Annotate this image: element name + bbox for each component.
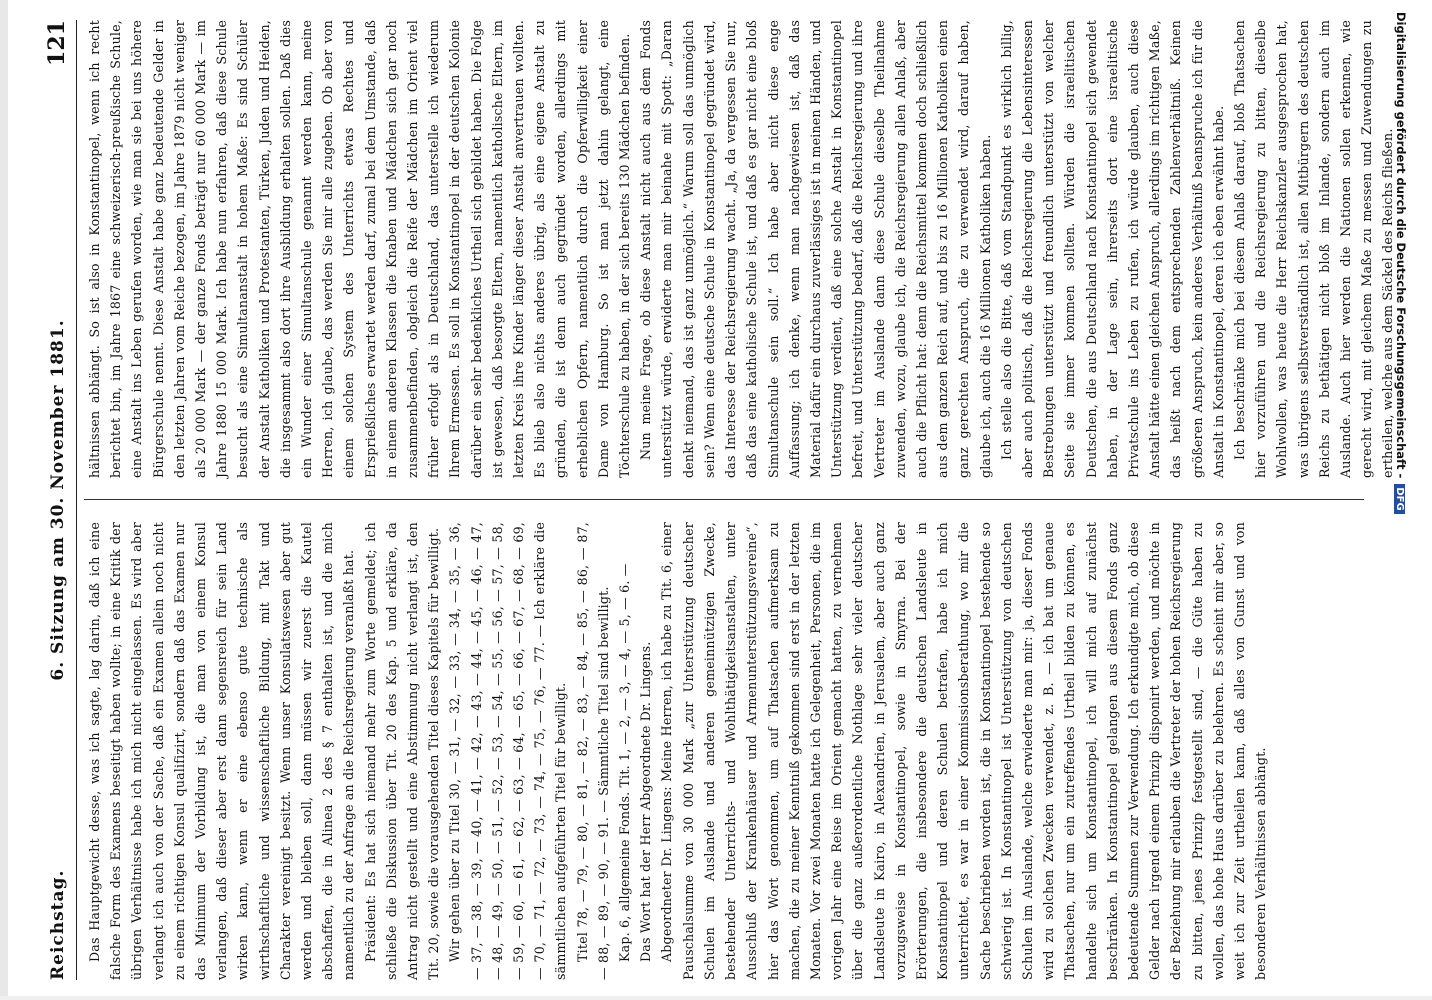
header-session-date: 6. Sitzung am 30. November 1881. [48,319,68,681]
paragraph: Ich stelle also die Bitte, daß vom Standpunkt es wirklich billig, aber auch politisch, daß die Reichsregierung die Lebensinteressen Bestrebungen unterstützt und freundlich unterstützt von welcher Seite sie immer kommen sollten. Würden die israelitischen Deutschen, die aus Deutschland nach Konstantinopel sich gewendet haben, in der Lage sein, ihrerseits dort eine israelitische Privatschule ins Leben zu rufen, ich würde glauben, auch diese Anstalt hätte einen gleichen Anspruch, allerdings im richtigen Maße, das heißt nach dem entsprechenden Zahlenverhältniß. Keinen größeren Anspruch, kein anderes Verhältniß beanspruche ich für die Anstalt in Konstantinopel, deren ich eben erwähnt habe. [998,20,1226,478]
paragraph: Kap. 6, allgemeine Fonds. Tit. 1, — 2, — 3, — 4, — 5, — 6. — [617,563,633,962]
paragraph: Ich beschränke mich bei diesem Anlaß darauf, bloß Thatsachen hier vorzuführen und die Reichsregierung zu bitten, dieselbe Wohlwollen, was heute die Herr Reichskanzler ausgesprochen hat, was übrigens selbstverständlich ist, allen Mitbürgern des deutschen Reichs zu bethätigen nicht bloß im Inlande, sondern auch im Auslande. Auch hier werden die Nationen sollen erkennen, wie gerecht wird, mit gleichem Maße zu messen und Zuwendungen zu ertheilen, welche aus dem Säckel des Reichs fließen. [1231,20,1396,478]
paragraph: Titel 78, — 79, — 80, — 81, — 82, — 83, — 84, — 85, — 86, — 87, — 88, — 89, — 90, — 91. — Sämmtliche Titel sind bewilligt. [574,522,611,980]
scan-edge [0,0,8,1000]
digitization-credit [1388,12,1408,992]
page-header [40,20,77,980]
scan-bottom-edge [0,996,1432,1000]
paragraph: hältnissen abhängt. So ist also in Konstantinopel, wenn ich recht berichtet bin, im Jahre 1867 eine schweizerisch-preußische Schule, eine Anstalt ins Leben gerufen worden, wie man sie bei uns höhere Bürgerschule nennt. Diese Anstalt habe ganz bedeutende Gelder in den letzten Jahren vom Reiche bezogen, im Jahre 1879 nicht weniger als 20 000 Mark — der ganze Fonds beträgt nur 60 000 Mark — im Jahre 1880 15 000 Mark. Ich habe nun erfahren, daß diese Schule besucht als eine Simultananstalt in hohem Maße: Es sind Schüler der Anstalt Katholiken und Protestanten, Türken, Juden und Heiden, die insgesammt also dort ihre Ausbildung erhalten sollen. Daß dies ein Wunder einer Simultanschule genannt werden kann, meine Herren, ich glaube, das werden Sie mir alle zugeben. Ob aber von einem solchen System des Unterrichts etwas Rechtes und Ersprießliches erwartet werden darf, zumal bei dem Umstande, daß in einem anderen Klassen die Knaben und Mädchen sich gar noch zusammenbefinden, obgleich die Reife der Mädchen im Orient viel früher erfolgt als in Deutschland, das unterstelle ich wiederum Ihrem Ermessen. Es soll in Konstantinopel in der deutschen Kolonie darüber ein sehr bedenkliches Urtheil sich gebildet haben. Die Folge ist gewesen, daß besorgte Eltern, namentlich katholische Eltern, im letzten Kreis ihre Kinder länger dieser Anstalt anvertrauen wollten. Es blieb also nichts anderes übrig, als eine eigene Anstalt zu gründen, die ist denn auch gegründet worden, allerdings mit erheblichen Opfern, namentlich durch die Opferwilligkeit einer Dame von Hamburg. So ist man jetzt dahin gelangt, eine Töchterschule zu haben, in der sich bereits 130 Mädchen befinden. [87,20,633,478]
rotated-page-content [40,20,1396,980]
left-column [84,522,1364,980]
header-left: Reichstag. [48,869,68,980]
credit-text: Digitalisierung gefördert durch die Deutsche Forschungsgemeinschaft - [1394,12,1408,479]
paragraph: Präsident: Es hat sich niemand mehr zum Worte gemeldet; ich schließe die Diskussion über Tit. 20 des Kap. 5 und erkläre, da Antrag nicht gestellt und eine Abstimmung nicht verlangt ist, den Tit. 20, sowie die vorausgehenden Titel dieses Kapitels für bewilligt. [362,522,442,980]
right-column [84,20,1396,478]
dfg-logo: DFG [1394,484,1405,513]
paragraph: Nun meine Frage, ob diese Anstalt nicht auch aus dem Fonds unterstützt würde, erwiderte man mir beinahe mit Spott: „Daran denkt niemand, das ist ganz unmöglich.“ Warum soll das unmöglich sein? Wenn eine deutsche Schule in Konstantinopel gegründet wird, das Interesse der Reichsregierung wacht. „Ja, da vergessen Sie nur, daß das eine katholische Schule ist, und daß es gar nicht eine bloß Simultanschule sein soll.“ Ich habe aber nicht diese enge Auffassung; ich denke, wenn man nachgewiesen ist, daß das Material dafür ein durchaus zuverlässiges ist in meinen Händen, und Unterstützung verdient, daß eine solche Anstalt in Konstantinopel befreit, und Unterstützung bedarf, daß die Reichsregierung und ihre Vertreter im Auslande dann diese Schule dieselbe Theilnahme zuwenden, wozu, glaube ich, die Reichsregierung allen Anlaß, aber auch die Pflicht hat: denn die Reichsmittel kommen doch schließlich aus dem ganzen Reich auf, und bis zu 16 Millionen Katholiken einen ganz gerechten Anspruch, die zu verwendet wird, darauf haben, glaube ich, auch die 16 Millionen Katholiken haben. [638,20,993,478]
paragraph: Das Wort hat der Herr Abgeordnete Dr. Lingens. [638,641,654,962]
paragraph: Wir gehen über zu Titel 30, — 31, — 32, — 33, — 34, — 35, — 36, — 37, — 38, — 39, — 40, — 41, — 42, — 43, — 44, — 45, — 46, — 47, — 48, — 49, — 50, — 51, — 52, — 53, — 54, — 55, — 56, — 57, — 58, — 59, — 60, — 61, — 62, — 63, — 64, — 65, — 66, — 67, — 68, — 69, — 70, — 71, — 72, — 73, — 74, — 75, — 76, — 77. — Ich erkläre die sämmtlichen aufgeführten Titel für bewilligt. [447,522,569,980]
page-number: 121 [44,20,70,66]
paragraph: Abgeordneter Dr. Lingens: Meine Herren, ich habe zu Tit. 6, einer Pauschalsumme von 30 000 Mark „zur Unterstützung deutscher Schulen im Auslande und anderen gemeinnützigen Zwecke, bestehender Unterrichts- und Wohlthätigkeitsanstalten, unter Ausschluß der Krankenhäuser und Armenunterstützungsvereine“, hier das Wort genommen, um auf Thatsachen aufmerksam zu machen, die zu meiner Kenntniß gekommen sind erst in der letzten Monaten. Vor zwei Monaten hatte ich Gelegenheit, Personen, die im vorigen Jahr eine Reise im Orient gemacht hatten, zu vernehmen über die ganz außerordentliche Nothlage sehr vieler deutscher Landsleute in Kairo, in Alexandrien, in Jerusalem, aber auch ganz vorzugsweise in Konstantinopel, sowie in Smyrna. Bei der Erörterungen, die insbesondere die deutschen Landsleute in Konstantinopel und deren Schulen betrafen, habe ich mich unterrichtet, es war in einer Kommissionsberathung, wo mir die Sache beschrieben worden ist, die in Konstantinopel bestehende so schwierig ist. In Konstantinopel ist Unterstützung von deutschen Schulen im Auslande, welche erwiederte man mir: ja, dieser Fonds wird zu solchen Zwecken verwendet, z. B. — ich bat um genaue Thatsachen, nur um ein zutreffendes Urtheil bilden zu können, es handelte sich um Konstantinopel, ich will mich auf zunächst beschränken. In Konstantinopel gelangen aus diesem Fonds ganz bedeutende Summen zur Verwendung. Ich erkundigte mich, ob diese Gelder nach irgend einem Prinzip disponirt werden, und möchte in der Beziehung mir erlauben die Vertreter der hohen Reichsregierung zu bitten, jenes Prinzip festgestellt sind, — die Güte haben zu wollen, das hohe Haus darüber zu belehren. Es scheint mir aber, so weit ich zur Zeit urtheilen kann, daß alles von Gunst und von besonderen Verhältnissen abhängt. [659,522,1269,980]
paragraph: Das Hauptgewicht desse, was ich sagte, lag darin, daß ich eine falsche Form des Examens beseitigt haben wollte; in eine Kritik der übrigen Verhältnisse habe ich mich nicht eingelassen. Es wird aber verlangt ich auch von der Sache, daß ein Examen allein noch nicht zu einem richtigen Konsul qualifizirt, sondern daß das Examen nur das Minimum der Vorbildung ist, die man von einem Konsul verlangen, daß dieser aber erst dann segensreich für sein Land wirken kann, wenn er eine ebenso gute technische als wirthschaftliche und wissenschaftliche Bildung, mit Takt und Charakter vereinigt besitzt. Wenn unser Konsulatswesen aber gut werden und bleiben soll, dann müssen wir zuerst die Kautel abschaffen, die in Alinea 2 des § 7 enthalten ist, und die mich namentlich zu der Anfrage an die Reichsregierung veranlaßt hat. [87,522,357,980]
column-divider [84,499,1364,500]
